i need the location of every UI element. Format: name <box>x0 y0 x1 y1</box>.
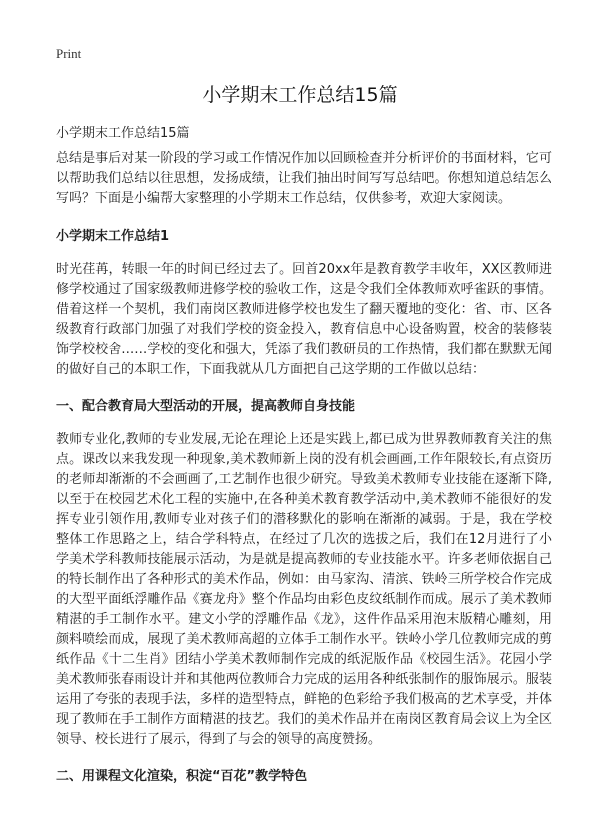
page-title: 小学期末工作总结15篇 <box>202 84 398 106</box>
document-body <box>56 149 552 787</box>
print-link[interactable]: Print <box>56 46 82 61</box>
document-subtitle: 小学期末工作总结15篇 <box>56 126 190 141</box>
part-heading: 二、用课程文化渲染，积淀“百花”教学特色 <box>56 769 308 784</box>
section-heading: 小学期末工作总结1 <box>56 229 170 244</box>
intro-paragraph: 总结是事后对某一阶段的学习或工作情况作加以回顾检查并分析评价的书面材料，它可以帮助我们总结以往思想，发扬成绩，让我们抽出时间写写总结吧。你想知道总结怎么写吗？下面是小编帮大家整理的小学期末工作总结，仅供参考，欢迎大家阅读。 <box>56 151 552 206</box>
part-heading: 一、配合教育局大型活动的开展，提高教师自身技能 <box>56 399 356 414</box>
part-paragraph: 教师专业化,教师的专业发展,无论在理论上还是实践上,都已成为世界教师教育关注的焦点。课改以来我发现一种现象,美术教师新上岗的没有机会画画,工作年限较长,有点资历的老师却渐渐的不会画画了,工艺制作也很少研究。导致美术教师专业技能在逐渐下降,以至于在校园艺术化工程的实施中,在各种美术教育教学活动中,美术教师不能很好的发挥专业引领作用,教师专业对孩子们的潜移默化的影响在渐渐的减弱。于是，我在学校整体工作思路之上，结合学科特点，在经过了几次的选拔之后，我们在12月进行了小学美术学科教师技能展示活动，为是就是提高教师的专业技能水平。许多老师依据自己的特长制作出了各种形式的美术作品，例如：由马家沟、清滨、铁岭三所学校合作完成的大型平面纸浮雕作品《赛龙舟》整个作品均由彩色皮纹纸制作而成。展示了美术教师精湛的手工制作水平。建文小学的浮雕作品《龙》，这件作品采用泡末版精心雕刻，用颜料喷绘而成，展现了美术教师高超的立体手工制作水平。铁岭小学几位教师完成的剪纸作品《十二生肖》团结小学美术教师制作完成的纸泥版作品《校园生活》。花园小学美术教师张春雨设计并和其他两位教师合力完成的运用各种纸张制作的服饰展示。服装运用了夸张的表现手法，多样的造型特点，鲜艳的色彩给予我们极高的艺术享受，并体现了教师在手工制作方面精湛的技艺。我们的美术作品并在南岗区教育局会议上为全区领导、校长进行了展示，得到了与会的领导的高度赞扬。 <box>56 432 552 747</box>
section-paragraph: 时光荏苒，转眼一年的时间已经过去了。回首20xx年是教育教学丰收年，XX区教师进修学校通过了国家级教师进修学校的验收工作，这是令我们全体教师欢呼雀跃的事情。借着这样一个契机，我们南岗区教师进修学校也发生了翻天覆地的变化：省、市、区各级教育行政部门加强了对我们学校的资金投入，教育信息中心设备购置，校舍的装修装饰学校校舍……学校的变化和强大，凭添了我们教研员的工作热情，我们都在默默无闻的做好自己的本职工作，下面我就从几方面把自己这学期的工作做以总结： <box>56 262 552 377</box>
